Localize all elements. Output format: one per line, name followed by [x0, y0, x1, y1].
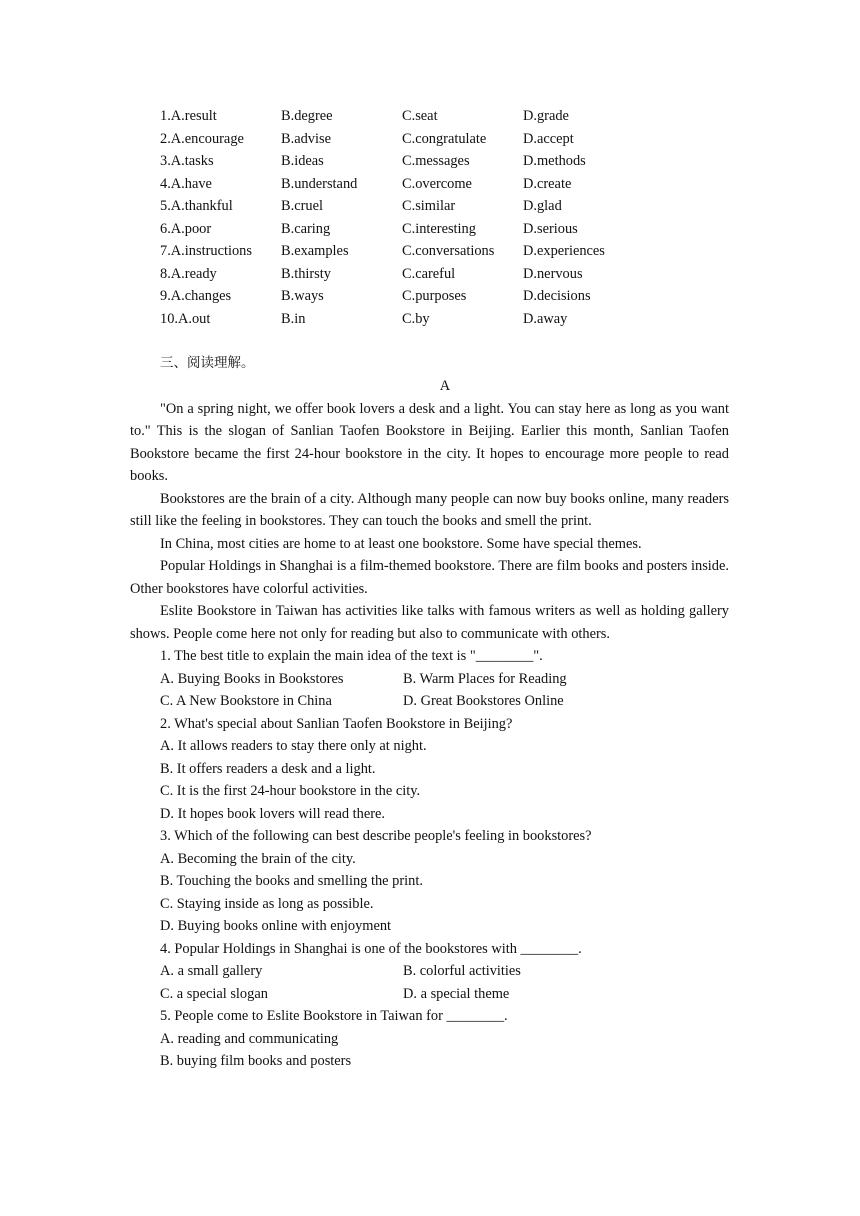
- option-c: C.overcome: [402, 175, 472, 192]
- option-d: D.create: [523, 175, 572, 192]
- option-row: [160, 105, 720, 128]
- option-c: C.seat: [402, 108, 438, 124]
- passage-label: A: [439, 378, 451, 394]
- option-d: D. Great Bookstores Online: [403, 693, 564, 709]
- paragraph: Bookstores are the brain of a city. Although many people can now buy books online, many readers still like the feeling in bookstores. They can touch the books and smell the print.: [130, 490, 729, 529]
- option-b: B. It offers readers a desk and a light.: [160, 760, 376, 777]
- option-b: B.ways: [281, 288, 324, 304]
- option-b: B.degree: [281, 108, 333, 124]
- option-a: 10.A.out: [160, 310, 211, 327]
- option-b: B. Warm Places for Reading: [403, 670, 567, 687]
- option-b: B. Touching the books and smelling the print.: [160, 873, 423, 889]
- option-d: D.experiences: [523, 243, 605, 259]
- option-d: D.accept: [523, 130, 574, 147]
- option-c: C.by: [402, 310, 430, 327]
- option-d: D. a special theme: [403, 985, 510, 1002]
- option-b: B.caring: [281, 220, 331, 237]
- option-c: C. a special slogan: [160, 985, 268, 1002]
- option-pair: [130, 983, 729, 1006]
- option-a: 1.A.result: [160, 108, 217, 124]
- paragraph: Eslite Bookstore in Taiwan has activities like talks with famous writers as well as holding gallery shows. People come here not only for reading but also to communicate with others.: [130, 603, 729, 642]
- option-row: [160, 128, 720, 151]
- question-stem: 4. Popular Holdings in Shanghai is one of the bookstores with ________.: [160, 940, 582, 957]
- question-stem: 3. Which of the following can best describe people's feeling in bookstores?: [160, 828, 592, 844]
- option-b: B.understand: [281, 175, 358, 192]
- option-d: D.grade: [523, 108, 569, 124]
- option-a: A. reading and communicating: [160, 1030, 339, 1047]
- option-row: [160, 173, 720, 196]
- question-stem: 1. The best title to explain the main idea of the text is "________".: [160, 648, 543, 664]
- option-c: C.conversations: [402, 243, 495, 259]
- option-row: [160, 218, 720, 241]
- paragraph: "On a spring night, we offer book lovers a desk and a light. You can stay here as long as you want to." This is the slogan of Sanlian Taofen Bookstore in Beijing. Earlier this month, Sanlian Taofen Bookstore became the first 24-hour bookstore in the city. It hopes to encourage more people to read books.: [130, 400, 729, 484]
- option-c: C.messages: [402, 153, 470, 169]
- option-d: D. It hopes book lovers will read there.: [160, 805, 385, 822]
- option-d: D. Buying books online with enjoyment: [160, 918, 392, 934]
- option-row: [160, 263, 720, 286]
- option-a: 3.A.tasks: [160, 153, 214, 169]
- question-stem: 5. People come to Eslite Bookstore in Taiwan for ________.: [160, 1008, 508, 1024]
- option-a: 6.A.poor: [160, 220, 212, 237]
- option-b: B.ideas: [281, 153, 324, 169]
- section-title: 三、阅读理解。: [160, 355, 255, 371]
- option-c: C.similar: [402, 198, 456, 214]
- option-b: B. colorful activities: [403, 963, 521, 979]
- option-a: 4.A.have: [160, 175, 212, 192]
- option-a: A. Buying Books in Bookstores: [160, 670, 344, 687]
- option-pair: [130, 960, 729, 983]
- question-stem: 2. What's special about Sanlian Taofen Bookstore in Beijing?: [160, 715, 513, 732]
- option-a: A. It allows readers to stay there only at night.: [160, 738, 427, 754]
- option-c: C.purposes: [402, 288, 467, 304]
- option-a: A. Becoming the brain of the city.: [160, 850, 356, 867]
- option-d: D.methods: [523, 153, 586, 169]
- option-row: [160, 195, 720, 218]
- option-d: D.serious: [523, 220, 578, 237]
- option-row: [160, 308, 720, 331]
- option-a: 2.A.encourage: [160, 130, 244, 147]
- option-a: 5.A.thankful: [160, 198, 233, 214]
- option-c: C.congratulate: [402, 130, 487, 147]
- option-b: B. buying film books and posters: [160, 1053, 352, 1069]
- option-row: [160, 285, 720, 308]
- option-c: C. A New Bookstore in China: [160, 693, 332, 709]
- option-row: [160, 150, 720, 173]
- option-a: 8.A.ready: [160, 265, 217, 282]
- option-a: 9.A.changes: [160, 288, 232, 304]
- reading-passage: [130, 398, 729, 1073]
- vocab-options-table: [160, 105, 720, 330]
- option-b: B.in: [281, 310, 306, 327]
- option-b: B.advise: [281, 130, 331, 147]
- option-a: A. a small gallery: [160, 963, 263, 979]
- option-b: B.examples: [281, 243, 349, 259]
- option-pair: [130, 690, 729, 713]
- option-a: 7.A.instructions: [160, 243, 252, 259]
- option-c: C.interesting: [402, 220, 476, 237]
- paragraph: In China, most cities are home to at least one bookstore. Some have special themes.: [160, 535, 642, 552]
- option-c: C.careful: [402, 265, 456, 282]
- option-b: B.cruel: [281, 198, 323, 214]
- option-c: C. It is the first 24-hour bookstore in the city.: [160, 783, 421, 799]
- option-c: C. Staying inside as long as possible.: [160, 895, 374, 912]
- option-d: D.glad: [523, 198, 562, 214]
- option-d: D.away: [523, 310, 568, 327]
- option-d: D.decisions: [523, 288, 591, 304]
- option-pair: [130, 668, 729, 691]
- option-row: [160, 240, 720, 263]
- paragraph: Popular Holdings in Shanghai is a film-themed bookstore. There are film books and posters inside. Other bookstores have colorful activities.: [130, 558, 729, 597]
- option-b: B.thirsty: [281, 265, 331, 282]
- option-d: D.nervous: [523, 265, 583, 282]
